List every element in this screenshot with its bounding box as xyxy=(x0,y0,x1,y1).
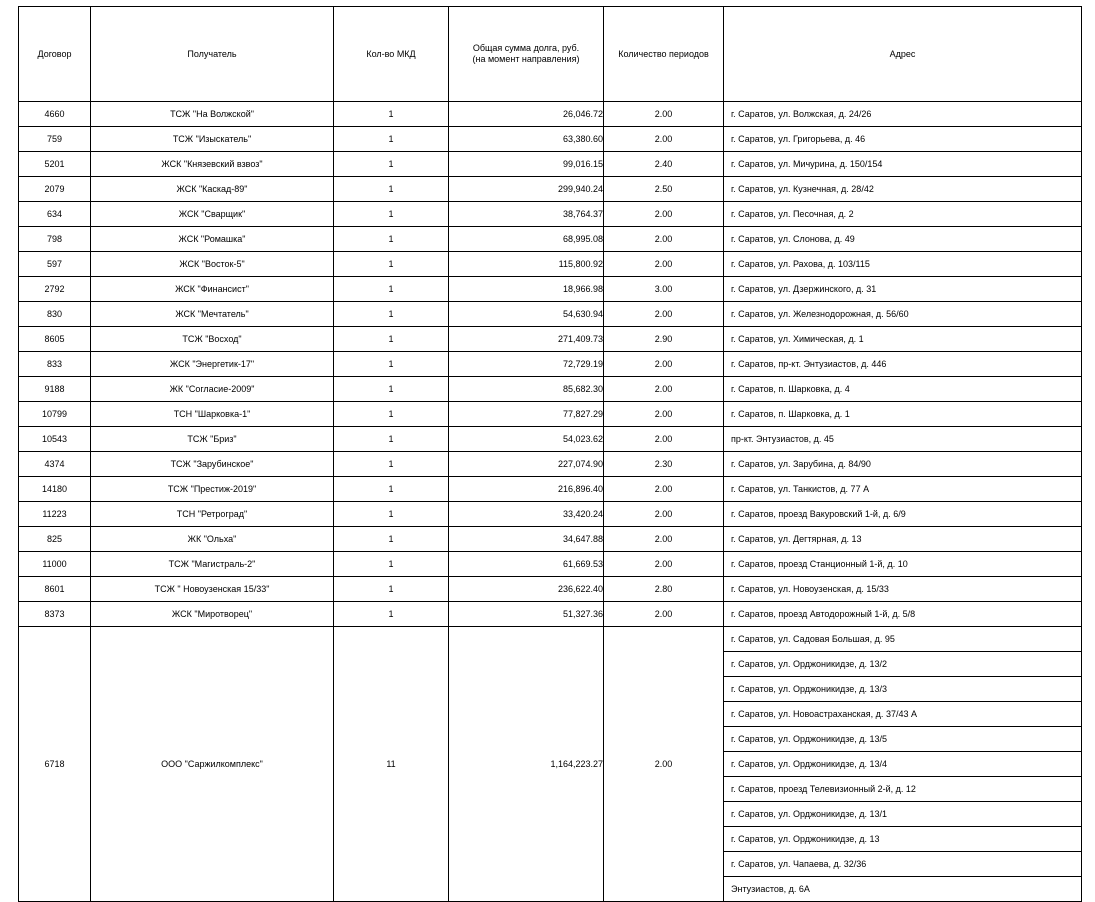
cell-periods: 2.00 xyxy=(604,227,724,252)
address-list xyxy=(724,577,1081,601)
cell-address-group xyxy=(724,427,1082,452)
cell-address: г. Саратов, проезд Станционный 1-й, д. 10 xyxy=(731,559,908,569)
cell-address-group xyxy=(724,202,1082,227)
cell-contract: 8373 xyxy=(19,602,91,627)
table-row xyxy=(19,377,1082,402)
cell-address: г. Саратов, ул. Слонова, д. 49 xyxy=(731,234,855,244)
cell-sum: 63,380.60 xyxy=(449,127,604,152)
cell-count: 1 xyxy=(334,152,449,177)
cell-count: 1 xyxy=(334,427,449,452)
cell-address: г. Саратов, ул. Орджоникидзе, д. 13/4 xyxy=(724,752,1081,777)
cell-periods: 2.00 xyxy=(604,127,724,152)
table-row xyxy=(19,527,1082,552)
cell-sum: 227,074.90 xyxy=(449,452,604,477)
address-list xyxy=(724,177,1081,201)
cell-sum: 271,409.73 xyxy=(449,327,604,352)
cell-count: 1 xyxy=(334,477,449,502)
address-row xyxy=(724,727,1081,752)
address-row xyxy=(724,702,1081,727)
cell-sum: 26,046.72 xyxy=(449,102,604,127)
address-list xyxy=(724,477,1081,501)
cell-address-group xyxy=(724,477,1082,502)
table-row xyxy=(19,102,1082,127)
cell-address-group xyxy=(724,302,1082,327)
cell-count: 1 xyxy=(334,277,449,302)
table-row xyxy=(19,627,1082,902)
cell-address: г. Саратов, ул. Григорьева, д. 46 xyxy=(731,134,866,144)
cell-count: 1 xyxy=(334,402,449,427)
cell-address: г. Саратов, ул. Песочная, д. 2 xyxy=(731,209,854,219)
cell-address-group xyxy=(724,352,1082,377)
address-list xyxy=(724,202,1081,226)
address-list xyxy=(724,402,1081,426)
address-row xyxy=(724,227,1081,251)
cell-sum: 51,327.36 xyxy=(449,602,604,627)
address-row xyxy=(724,877,1081,902)
cell-periods: 2.30 xyxy=(604,452,724,477)
cell-address: г. Саратов, проезд Вакуровский 1-й, д. 6/9 xyxy=(731,509,906,519)
cell-address-group xyxy=(724,327,1082,352)
cell-contract: 6718 xyxy=(19,627,91,902)
cell-contract: 10543 xyxy=(19,427,91,452)
table-row xyxy=(19,152,1082,177)
cell-address: г. Саратов, ул. Мичурина, д. 150/154 xyxy=(731,159,883,169)
cell-address-group xyxy=(724,552,1082,577)
cell-periods: 2.00 xyxy=(604,527,724,552)
cell-address: г. Саратов, ул. Зарубина, д. 84/90 xyxy=(731,459,871,469)
address-row xyxy=(724,352,1081,376)
cell-address-group xyxy=(724,402,1082,427)
cell-recipient: ТСЖ "Престиж-2019" xyxy=(91,477,334,502)
cell-recipient: ЖСК "Финансист" xyxy=(91,277,334,302)
cell-address: г. Саратов, проезд Телевизионный 2-й, д. 12 xyxy=(724,777,1081,802)
address-row xyxy=(724,427,1081,451)
table-row xyxy=(19,477,1082,502)
cell-sum: 85,682.30 xyxy=(449,377,604,402)
address-row xyxy=(724,802,1081,827)
cell-address: г. Саратов, ул. Садовая Большая, д. 95 xyxy=(724,627,1081,652)
table-row xyxy=(19,502,1082,527)
cell-recipient: ЖСК "Восток-5" xyxy=(91,252,334,277)
cell-contract: 14180 xyxy=(19,477,91,502)
cell-address: г. Саратов, ул. Чапаева, д. 32/36 xyxy=(724,852,1081,877)
cell-address-group xyxy=(724,277,1082,302)
table-row xyxy=(19,602,1082,627)
cell-address-group xyxy=(724,127,1082,152)
address-row xyxy=(724,527,1081,551)
cell-periods: 2.80 xyxy=(604,577,724,602)
cell-count: 11 xyxy=(334,627,449,902)
address-row xyxy=(724,852,1081,877)
table-row xyxy=(19,552,1082,577)
cell-periods: 2.90 xyxy=(604,327,724,352)
cell-address: г. Саратов, ул. Дзержинского, д. 31 xyxy=(731,284,877,294)
cell-address-group xyxy=(724,452,1082,477)
cell-count: 1 xyxy=(334,252,449,277)
cell-address-group xyxy=(724,252,1082,277)
cell-periods: 2.50 xyxy=(604,177,724,202)
cell-periods: 2.00 xyxy=(604,302,724,327)
address-row xyxy=(724,577,1081,601)
cell-sum: 72,729.19 xyxy=(449,352,604,377)
address-row xyxy=(724,602,1081,626)
cell-contract: 825 xyxy=(19,527,91,552)
cell-sum: 1,164,223.27 xyxy=(449,627,604,902)
cell-periods: 2.00 xyxy=(604,602,724,627)
address-list xyxy=(724,502,1081,526)
cell-address: г. Саратов, ул. Орджоникидзе, д. 13/1 xyxy=(724,802,1081,827)
cell-count: 1 xyxy=(334,527,449,552)
debt-table xyxy=(18,6,1082,902)
cell-contract: 2792 xyxy=(19,277,91,302)
cell-sum: 18,966.98 xyxy=(449,277,604,302)
cell-address-group xyxy=(724,177,1082,202)
table-row xyxy=(19,352,1082,377)
address-row xyxy=(724,627,1081,652)
address-list xyxy=(724,127,1081,151)
address-row xyxy=(724,477,1081,501)
address-row xyxy=(724,777,1081,802)
cell-address: г. Саратов, ул. Кузнечная, д. 28/42 xyxy=(731,184,874,194)
address-row xyxy=(724,127,1081,151)
cell-recipient: ЖСК "Ромашка" xyxy=(91,227,334,252)
address-row xyxy=(724,827,1081,852)
cell-address: г. Саратов, ул. Новоастраханская, д. 37/43 А xyxy=(724,702,1081,727)
cell-contract: 11223 xyxy=(19,502,91,527)
table-row xyxy=(19,452,1082,477)
cell-address: г. Саратов, ул. Орджоникидзе, д. 13/5 xyxy=(724,727,1081,752)
cell-contract: 597 xyxy=(19,252,91,277)
cell-sum: 54,630.94 xyxy=(449,302,604,327)
cell-periods: 2.00 xyxy=(604,627,724,902)
cell-periods: 2.00 xyxy=(604,202,724,227)
cell-contract: 10799 xyxy=(19,402,91,427)
address-list xyxy=(724,527,1081,551)
table-row xyxy=(19,127,1082,152)
cell-recipient: ТСН "Шарковка-1" xyxy=(91,402,334,427)
cell-contract: 11000 xyxy=(19,552,91,577)
cell-contract: 830 xyxy=(19,302,91,327)
cell-sum: 216,896.40 xyxy=(449,477,604,502)
cell-recipient: ТСЖ "Зарубинское" xyxy=(91,452,334,477)
address-list xyxy=(724,552,1081,576)
address-row xyxy=(724,152,1081,176)
table-row xyxy=(19,302,1082,327)
cell-recipient: ЖСК "Мечтатель" xyxy=(91,302,334,327)
cell-periods: 3.00 xyxy=(604,277,724,302)
cell-recipient: ТСЖ "Магистраль-2" xyxy=(91,552,334,577)
address-row xyxy=(724,677,1081,702)
cell-count: 1 xyxy=(334,352,449,377)
table-row xyxy=(19,577,1082,602)
address-row xyxy=(724,202,1081,226)
cell-contract: 2079 xyxy=(19,177,91,202)
cell-recipient: ЖСК "Каскад-89" xyxy=(91,177,334,202)
cell-recipient: ТСЖ " Новоузенская 15/33" xyxy=(91,577,334,602)
cell-contract: 8605 xyxy=(19,327,91,352)
table-row xyxy=(19,402,1082,427)
address-list xyxy=(724,377,1081,401)
address-row xyxy=(724,102,1081,126)
address-list xyxy=(724,602,1081,626)
cell-recipient: ЖК "Согласие-2009" xyxy=(91,377,334,402)
table-row xyxy=(19,202,1082,227)
cell-recipient: ТСН "Ретроград" xyxy=(91,502,334,527)
cell-sum: 99,016.15 xyxy=(449,152,604,177)
cell-sum: 34,647.88 xyxy=(449,527,604,552)
cell-recipient: ТСЖ "Изыскатель" xyxy=(91,127,334,152)
cell-count: 1 xyxy=(334,452,449,477)
table-body xyxy=(19,102,1082,902)
table-row xyxy=(19,177,1082,202)
address-row xyxy=(724,402,1081,426)
cell-count: 1 xyxy=(334,327,449,352)
cell-sum: 61,669.53 xyxy=(449,552,604,577)
cell-recipient: ЖК "Ольха" xyxy=(91,527,334,552)
column-header-address: Адрес xyxy=(724,7,1082,102)
cell-address-group xyxy=(724,227,1082,252)
address-row xyxy=(724,452,1081,476)
table-header-row xyxy=(19,7,1082,102)
cell-count: 1 xyxy=(334,577,449,602)
cell-recipient: ЖСК "Сварщик" xyxy=(91,202,334,227)
cell-address: г. Саратов, ул. Танкистов, д. 77 А xyxy=(731,484,870,494)
cell-address: г. Саратов, ул. Химическая, д. 1 xyxy=(731,334,864,344)
cell-recipient: ТСЖ "Восход" xyxy=(91,327,334,352)
address-row xyxy=(724,502,1081,526)
cell-count: 1 xyxy=(334,502,449,527)
cell-address: г. Саратов, п. Шарковка, д. 1 xyxy=(731,409,850,419)
cell-recipient: ЖСК "Князевский взвоз" xyxy=(91,152,334,177)
cell-sum: 33,420.24 xyxy=(449,502,604,527)
cell-recipient: ТСЖ "На Волжской" xyxy=(91,102,334,127)
address-row xyxy=(724,377,1081,401)
cell-address: г. Саратов, ул. Орджоникидзе, д. 13 xyxy=(724,827,1081,852)
cell-periods: 2.00 xyxy=(604,402,724,427)
cell-address: г. Саратов, ул. Волжская, д. 24/26 xyxy=(731,109,872,119)
column-header-count: Кол-во МКД xyxy=(334,7,449,102)
table-row xyxy=(19,427,1082,452)
cell-address: г. Саратов, п. Шарковка, д. 4 xyxy=(731,384,850,394)
cell-address-group xyxy=(724,152,1082,177)
cell-periods: 2.00 xyxy=(604,102,724,127)
cell-periods: 2.00 xyxy=(604,252,724,277)
address-row xyxy=(724,652,1081,677)
cell-sum: 54,023.62 xyxy=(449,427,604,452)
cell-contract: 634 xyxy=(19,202,91,227)
column-header-periods: Количество периодов xyxy=(604,7,724,102)
cell-address-group xyxy=(724,602,1082,627)
cell-address: Энтузиастов, д. 6А xyxy=(731,884,810,894)
cell-periods: 2.00 xyxy=(604,552,724,577)
cell-count: 1 xyxy=(334,602,449,627)
cell-count: 1 xyxy=(334,102,449,127)
cell-sum: 299,940.24 xyxy=(449,177,604,202)
cell-periods: 2.40 xyxy=(604,152,724,177)
cell-address: пр-кт. Энтузиастов, д. 45 xyxy=(731,434,834,444)
cell-count: 1 xyxy=(334,302,449,327)
cell-recipient: ООО "Саржилкомплекс" xyxy=(91,627,334,902)
cell-count: 1 xyxy=(334,202,449,227)
address-list xyxy=(724,352,1081,376)
address-row xyxy=(724,252,1081,276)
table-header xyxy=(19,7,1082,102)
address-list xyxy=(724,152,1081,176)
cell-recipient: ТСЖ "Бриз" xyxy=(91,427,334,452)
address-list xyxy=(724,227,1081,251)
cell-sum: 115,800.92 xyxy=(449,252,604,277)
cell-periods: 2.00 xyxy=(604,352,724,377)
cell-address: г. Саратов, ул. Орджоникидзе, д. 13/2 xyxy=(724,652,1081,677)
address-list xyxy=(724,452,1081,476)
cell-contract: 798 xyxy=(19,227,91,252)
cell-address-group xyxy=(724,627,1082,902)
address-row xyxy=(724,177,1081,201)
cell-count: 1 xyxy=(334,377,449,402)
cell-periods: 2.00 xyxy=(604,477,724,502)
table-row xyxy=(19,277,1082,302)
cell-contract: 759 xyxy=(19,127,91,152)
address-row xyxy=(724,277,1081,301)
cell-count: 1 xyxy=(334,227,449,252)
cell-count: 1 xyxy=(334,552,449,577)
cell-address: г. Саратов, ул. Орджоникидзе, д. 13/3 xyxy=(724,677,1081,702)
cell-address: г. Саратов, проезд Автодорожный 1-й, д. 5/8 xyxy=(731,609,916,619)
cell-contract: 5201 xyxy=(19,152,91,177)
address-row xyxy=(724,752,1081,777)
address-list xyxy=(724,427,1081,451)
cell-periods: 2.00 xyxy=(604,502,724,527)
cell-contract: 833 xyxy=(19,352,91,377)
cell-address-group xyxy=(724,577,1082,602)
cell-address: г. Саратов, ул. Железнодорожная, д. 56/60 xyxy=(731,309,909,319)
address-row xyxy=(724,327,1081,351)
address-list xyxy=(724,627,1081,901)
cell-contract: 9188 xyxy=(19,377,91,402)
cell-sum: 38,764.37 xyxy=(449,202,604,227)
cell-address-group xyxy=(724,102,1082,127)
cell-periods: 2.00 xyxy=(604,427,724,452)
cell-recipient: ЖСК "Миротворец" xyxy=(91,602,334,627)
address-list xyxy=(724,102,1081,126)
address-row xyxy=(724,552,1081,576)
address-row xyxy=(724,302,1081,326)
address-list xyxy=(724,302,1081,326)
table-row xyxy=(19,252,1082,277)
cell-address: г. Саратов, ул. Рахова, д. 103/115 xyxy=(731,259,870,269)
column-header-contract: Договор xyxy=(19,7,91,102)
cell-address-group xyxy=(724,377,1082,402)
cell-sum: 236,622.40 xyxy=(449,577,604,602)
cell-address: г. Саратов, ул. Новоузенская, д. 15/33 xyxy=(731,584,889,594)
table-row xyxy=(19,327,1082,352)
address-list xyxy=(724,277,1081,301)
cell-sum: 68,995.08 xyxy=(449,227,604,252)
cell-sum: 77,827.29 xyxy=(449,402,604,427)
cell-address-group xyxy=(724,527,1082,552)
address-list xyxy=(724,252,1081,276)
cell-contract: 4660 xyxy=(19,102,91,127)
column-header-recipient: Получатель xyxy=(91,7,334,102)
column-header-total-debt: Общая сумма долга, руб. (на момент направления) xyxy=(449,7,604,102)
cell-address: г. Саратов, ул. Дегтярная, д. 13 xyxy=(731,534,862,544)
cell-address: г. Саратов, пр-кт. Энтузиастов, д. 446 xyxy=(731,359,887,369)
cell-contract: 8601 xyxy=(19,577,91,602)
cell-count: 1 xyxy=(334,177,449,202)
table-row xyxy=(19,227,1082,252)
cell-count: 1 xyxy=(334,127,449,152)
cell-address-group xyxy=(724,502,1082,527)
cell-periods: 2.00 xyxy=(604,377,724,402)
cell-recipient: ЖСК "Энергетик-17" xyxy=(91,352,334,377)
address-list xyxy=(724,327,1081,351)
cell-contract: 4374 xyxy=(19,452,91,477)
